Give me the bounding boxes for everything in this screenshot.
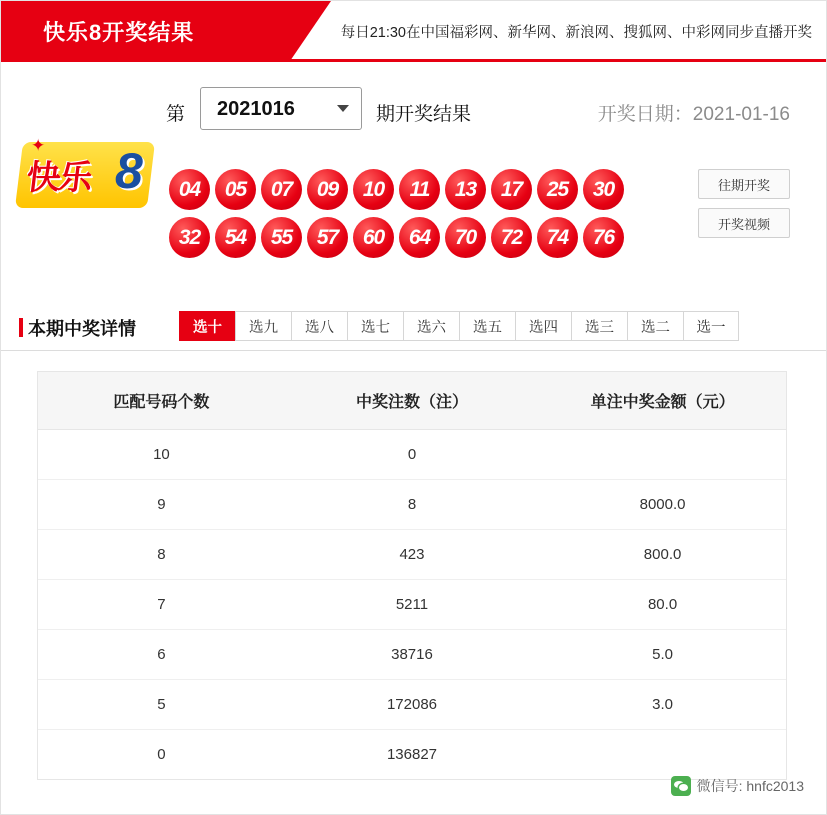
number-ball: 13 bbox=[445, 169, 486, 210]
winning-numbers-row-2 bbox=[169, 217, 659, 258]
number-ball: 70 bbox=[445, 217, 486, 258]
cell-prize-amount: 3.0 bbox=[539, 679, 786, 729]
cell-match-count: 9 bbox=[38, 479, 285, 529]
table-row bbox=[38, 479, 786, 529]
tab-xuaner[interactable]: 选二 bbox=[627, 311, 683, 341]
number-ball: 57 bbox=[307, 217, 348, 258]
history-draws-button[interactable]: 往期开奖 bbox=[698, 169, 790, 199]
column-header-winning-bets: 中奖注数（注） bbox=[285, 372, 539, 429]
number-ball: 64 bbox=[399, 217, 440, 258]
cell-winning-bets: 8 bbox=[285, 479, 539, 529]
cell-match-count: 8 bbox=[38, 529, 285, 579]
number-ball: 09 bbox=[307, 169, 348, 210]
cell-winning-bets: 38716 bbox=[285, 629, 539, 679]
column-header-match-count: 匹配号码个数 bbox=[38, 372, 285, 429]
number-ball: 60 bbox=[353, 217, 394, 258]
cell-winning-bets: 0 bbox=[285, 429, 539, 479]
page-title: 快乐8开奖结果 bbox=[43, 20, 195, 45]
cell-prize-amount: 800.0 bbox=[539, 529, 786, 579]
number-ball: 55 bbox=[261, 217, 302, 258]
number-ball: 04 bbox=[169, 169, 210, 210]
draw-selector-row bbox=[1, 59, 826, 129]
tab-xuanliu[interactable]: 选六 bbox=[403, 311, 459, 341]
tab-xuanwu[interactable]: 选五 bbox=[459, 311, 515, 341]
logo-text: 快乐 bbox=[24, 159, 93, 197]
prize-table bbox=[38, 372, 786, 779]
cell-match-count: 10 bbox=[38, 429, 285, 479]
tab-xuanqi[interactable]: 选七 bbox=[347, 311, 403, 341]
tab-xuanyi[interactable]: 选一 bbox=[683, 311, 739, 341]
star-icon: ✦ bbox=[31, 136, 46, 155]
number-ball: 32 bbox=[169, 217, 210, 258]
table-row bbox=[38, 429, 786, 479]
number-ball: 72 bbox=[491, 217, 532, 258]
number-ball: 76 bbox=[583, 217, 624, 258]
table-row bbox=[38, 729, 786, 779]
number-ball: 54 bbox=[215, 217, 256, 258]
wechat-id-text: 微信号: hnfc2013 bbox=[696, 778, 804, 794]
number-ball: 11 bbox=[399, 169, 440, 210]
cell-winning-bets: 5211 bbox=[285, 579, 539, 629]
number-ball: 30 bbox=[583, 169, 624, 210]
draw-label-prefix: 第 bbox=[166, 104, 186, 125]
table-row bbox=[38, 529, 786, 579]
prize-table-wrapper bbox=[37, 371, 787, 780]
winning-numbers-row-1 bbox=[169, 169, 659, 210]
draw-date: 开奖日期：2021-01-16 bbox=[597, 104, 790, 125]
number-ball: 10 bbox=[353, 169, 394, 210]
wechat-watermark bbox=[671, 776, 804, 796]
wechat-icon bbox=[671, 776, 691, 796]
cell-winning-bets: 136827 bbox=[386, 745, 438, 763]
issue-select[interactable] bbox=[201, 88, 361, 129]
tab-xuansan[interactable]: 选三 bbox=[571, 311, 627, 341]
number-ball: 25 bbox=[537, 169, 578, 210]
cell-match-count: 7 bbox=[38, 579, 285, 629]
number-ball: 17 bbox=[491, 169, 532, 210]
header-subtitle: 每日21:30在中国福彩网、新华网、新浪网、搜狐网、中彩网同步直播开奖 bbox=[340, 25, 812, 41]
tab-xuanshi[interactable]: 选十 bbox=[179, 311, 235, 341]
cell-prize-amount: 80.0 bbox=[539, 579, 786, 629]
cell-match-count: 5 bbox=[38, 679, 285, 729]
section-title: 本期中奖详情 bbox=[19, 315, 136, 341]
cell-prize-amount: 5.0 bbox=[539, 629, 786, 679]
lottery-logo bbox=[19, 136, 157, 214]
prize-tabs bbox=[179, 311, 739, 341]
tab-xuanjiu[interactable]: 选九 bbox=[235, 311, 291, 341]
cell-winning-bets: 172086 bbox=[285, 679, 539, 729]
cell-prize-amount: 8000.0 bbox=[539, 479, 786, 529]
issue-select-wrapper[interactable] bbox=[200, 87, 362, 130]
cell-winning-bets: 423 bbox=[285, 529, 539, 579]
tab-xuanba[interactable]: 选八 bbox=[291, 311, 347, 341]
table-row bbox=[38, 579, 786, 629]
draw-video-button[interactable]: 开奖视频 bbox=[698, 208, 790, 238]
cell-match-count: 0 bbox=[157, 745, 166, 763]
draw-label-suffix: 期开奖结果 bbox=[376, 104, 472, 125]
logo-number: 8 bbox=[115, 143, 143, 199]
cell-match-count: 6 bbox=[38, 629, 285, 679]
side-button-group bbox=[698, 169, 790, 247]
winning-numbers bbox=[169, 169, 659, 265]
cell-prize-amount bbox=[539, 729, 786, 779]
number-ball: 07 bbox=[261, 169, 302, 210]
number-ball: 05 bbox=[215, 169, 256, 210]
column-header-prize-amount: 单注中奖金额（元） bbox=[539, 372, 786, 429]
table-header-row bbox=[38, 372, 786, 429]
tab-xuansi[interactable]: 选四 bbox=[515, 311, 571, 341]
number-ball: 74 bbox=[537, 217, 578, 258]
page-header bbox=[1, 1, 826, 59]
table-row bbox=[38, 629, 786, 679]
prize-tabs-row bbox=[1, 301, 826, 351]
table-row bbox=[38, 679, 786, 729]
cell-prize-amount bbox=[539, 429, 786, 479]
